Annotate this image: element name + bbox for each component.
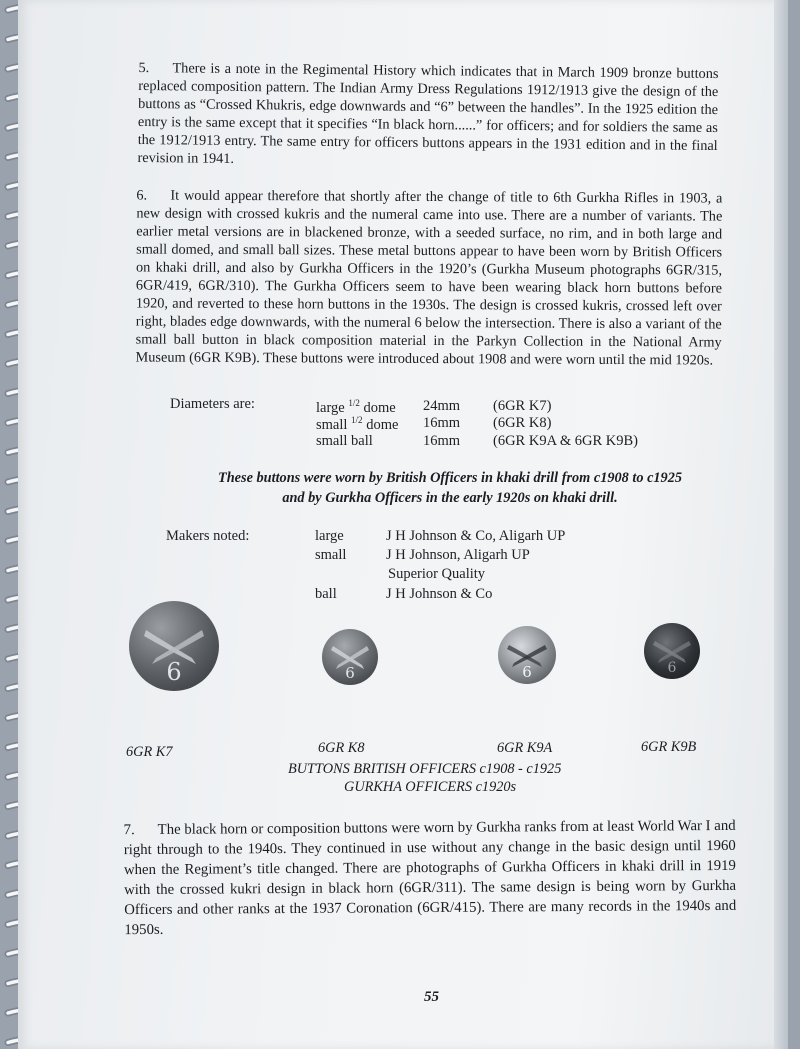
caption-6gr-k9b: 6GR K9B [641, 739, 697, 755]
paragraph-6 [136, 186, 723, 369]
caption-6gr-k7: 6GR K7 [126, 744, 173, 760]
diameter-size: small $^{1/2}$ dome [316, 415, 399, 433]
diameter-size: large $^{1/2}$ dome [316, 398, 396, 416]
page-number: 55 [424, 989, 439, 1005]
diameters-label: Diameters are: [170, 396, 255, 412]
caption-6gr-k8: 6GR K8 [318, 740, 365, 756]
fraction: 1/2 [348, 398, 360, 408]
page-edge [774, 0, 788, 1049]
usage-note-line: and by Gurkha Officers in the early 1920s on khaki drill. [282, 490, 618, 506]
button-6gr-k7-photo [128, 600, 220, 692]
diameter-mm: 16mm [423, 415, 461, 431]
usage-note [150, 468, 750, 508]
usage-note-line: These buttons were worn by British Officers in khaki drill from c1908 to c1925 [217, 470, 683, 486]
makers-label: Makers noted: [166, 528, 250, 544]
maker-name: Superior Quality [388, 566, 486, 582]
button-6gr-k8-photo [321, 628, 379, 686]
paragraph-text: The black horn or composition buttons were worn by Gurkha ranks from at least World War I and right through to the 1940s. They continued in use without any change in the basic design until 1960 when the Regiment’s title changed. There are photographs of Gurkha Officers in khaki drill in 1919 with the crossed kukri design in black horn (6GR/311). The same design is being worn by Gurkha Officers and other ranks at the 1937 Coronation (6GR/415). There are many records in the 1940s and 1950s. [123, 817, 737, 939]
paragraph-text: It would appear therefore that shortly after the change of title to 6th Gurkha Rifles in 1903, a new design with crossed kukris and the numeral came into use. There are a number of variants. The earlier metal versions are in blackened bronze, with a seeded surface, no rim, and in both large and small domed, and small ball sizes. These metal buttons appear to have been worn by British Officers on khaki drill, and also by Gurkha Officers in the 1920’s (Gurkha Museum photographs 6GR/315, 6GR/419, 6GR/310). The Gurkha Officers seem to have been wearing black horn buttons before 1920, and reverted to these horn buttons in the 1930s. The design is crossed kukris, crossed left over right, blades edge downwards, with the numeral 6 below the intersection. There is also a variant of the small ball button in black composition material in the Parkyn Collection in the National Army Museum (6GR K9B). These buttons were introduced about 1908 and were worn until the mid 1920s. [135, 187, 723, 369]
paragraph-number: 5. [138, 59, 150, 77]
maker-size: large [315, 528, 344, 544]
diameter-mm: 24mm [423, 398, 461, 414]
maker-name: J H Johnson & Co [386, 586, 493, 602]
diameter-ref: (6GR K7) [493, 398, 552, 414]
maker-size: ball [315, 586, 337, 602]
maker-size: small [315, 547, 347, 563]
maker-name: J H Johnson, Aligarh UP [386, 547, 530, 563]
paragraph-5 [137, 59, 718, 173]
diameter-ref: (6GR K9A & 6GR K9B) [493, 433, 639, 449]
paragraph-number: 7. [123, 822, 135, 839]
caption-6gr-k9a: 6GR K9A [497, 740, 553, 756]
diameter-mm: 16mm [423, 433, 461, 449]
paragraph-number: 6. [136, 187, 148, 204]
button-numeral: 6 [166, 658, 182, 686]
diameter-size: small ball [316, 433, 373, 449]
figure-caption-line-1: BUTTONS BRITISH OFFICERS c1908 - c1925 [288, 761, 562, 777]
button-6gr-k9a-photo [497, 625, 557, 685]
maker-name: J H Johnson & Co, Aligarh UP [386, 528, 566, 544]
fraction: 1/2 [351, 415, 363, 425]
figure-caption-line-2: GURKHA OFFICERS c1920s [344, 779, 517, 795]
button-numeral: 6 [667, 660, 677, 676]
button-numeral: 6 [345, 664, 355, 682]
diameter-ref: (6GR K8) [493, 415, 552, 431]
paragraph-7 [124, 816, 737, 940]
button-numeral: 6 [522, 663, 532, 681]
paragraph-text: There is a note in the Regimental History which indicates that in March 1909 bronze buttons replaced composition pattern. The Indian Army Dress Regulations 1912/1913 give the design of the buttons as “Crossed Khukris, edge downwards and “6” between the handles”. In the 1925 edition the entry is the same except that it specifies “In black horn......” for officers; and for soldiers the same as the 1912/1913 entry. The same entry for officers buttons appears in the 1931 edition and in the final revision in 1941. [137, 60, 719, 167]
button-6gr-k9b-photo [643, 622, 701, 680]
